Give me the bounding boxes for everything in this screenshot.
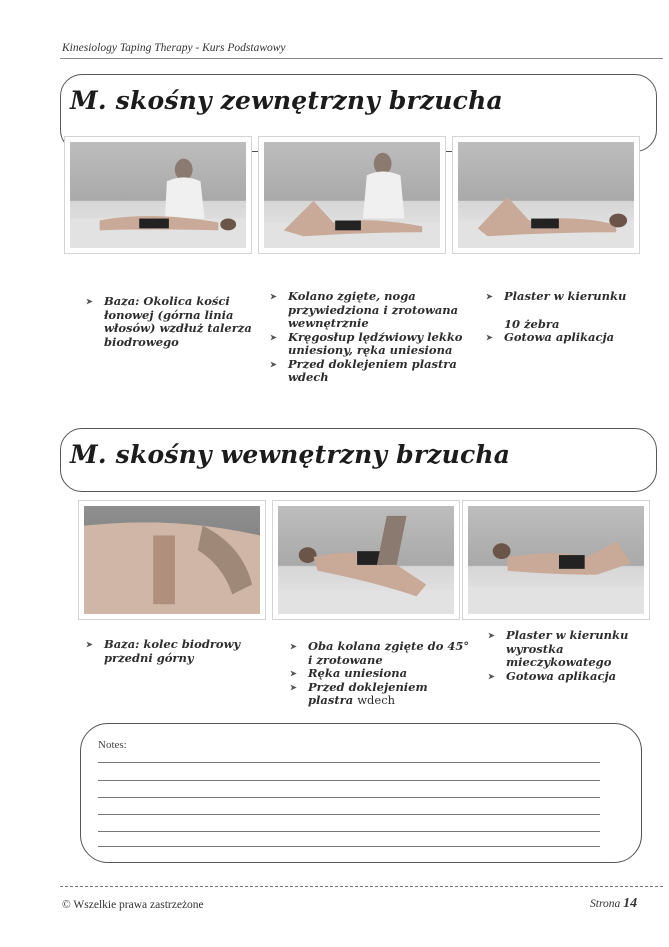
footer-copyright: © Wszelkie prawa zastrzeżone (62, 899, 204, 911)
bullet-text: Przed doklejeniem plastra (308, 679, 428, 707)
list-item (86, 295, 256, 349)
page-number (590, 896, 637, 912)
bullet-text-plain: wdech (357, 693, 396, 707)
section-1-column-2 (270, 290, 470, 385)
photo-3-final-application (452, 136, 640, 254)
photo-1-base-application (64, 136, 252, 254)
list-item: ➤ Plaster w kierunku (486, 290, 661, 304)
photo-6-final-application (462, 500, 650, 620)
photo-5-illustration (278, 506, 454, 614)
list-item: ➤ Kolano zgięte, noga przywiedziona i zrotowana wewnętrznie (270, 290, 470, 331)
photo-5-knees-rotated (272, 500, 460, 620)
list-item: ➤ Gotowa aplikacja (488, 670, 658, 684)
list-item: ➤ Kręgosłup lędźwiowy lekko uniesiony, ręka uniesiona (270, 331, 470, 358)
header-divider (60, 58, 663, 59)
notes-line (98, 846, 600, 847)
list-item: ➤ Gotowa aplikacja (486, 331, 661, 345)
document-header: Kinesiology Taping Therapy - Kurs Podstawowy (62, 42, 286, 54)
page-label: Strona (590, 898, 621, 910)
photo-2-knee-rotation (258, 136, 446, 254)
section-1-column-3 (486, 290, 661, 345)
notes-line (98, 831, 600, 832)
section-2-title: M. skośny wewnętrzny brzucha (70, 440, 511, 469)
section-1-column-1 (86, 295, 256, 349)
photo-4-base-application (78, 500, 266, 620)
notes-line (98, 780, 600, 781)
notes-line (98, 814, 600, 815)
bullet-text: Okolica kości łonowej (górna linia włosów) wzdłuż talerza biodrowego (104, 294, 252, 349)
section-2-column-1 (86, 638, 266, 665)
photo-2-illustration (264, 142, 440, 248)
photo-6-illustration (468, 506, 644, 614)
section-2-column-3 (488, 629, 658, 683)
list-item: ➤ Ręka uniesiona (290, 667, 475, 681)
list-item (86, 638, 266, 665)
list-item: ➤ Plaster w kierunku wyrostka mieczykowatego (488, 629, 658, 670)
notes-line (98, 762, 600, 763)
page-number-value: 14 (623, 896, 638, 911)
section-1-title: M. skośny zewnętrzny brzucha (70, 86, 503, 115)
list-item: ➤ Oba kolana zgięte do 45° i zrotowane (290, 640, 475, 667)
bullet-label: Baza: (104, 637, 140, 651)
photo-4-illustration (84, 506, 260, 614)
bullet-text: kolec biodrowy przedni górny (104, 637, 241, 665)
list-item (290, 681, 475, 708)
notes-box (80, 723, 642, 863)
section-2-column-2 (290, 640, 475, 708)
notes-label: Notes: (98, 739, 127, 751)
bullet-label: Baza: (104, 294, 140, 308)
list-item-continuation: 10 żebra (504, 316, 560, 331)
notes-line (98, 797, 600, 798)
footer-divider (60, 886, 663, 887)
list-item: ➤ Przed doklejeniem plastra wdech (270, 358, 470, 385)
photo-1-illustration (70, 142, 246, 248)
photo-3-illustration (458, 142, 634, 248)
